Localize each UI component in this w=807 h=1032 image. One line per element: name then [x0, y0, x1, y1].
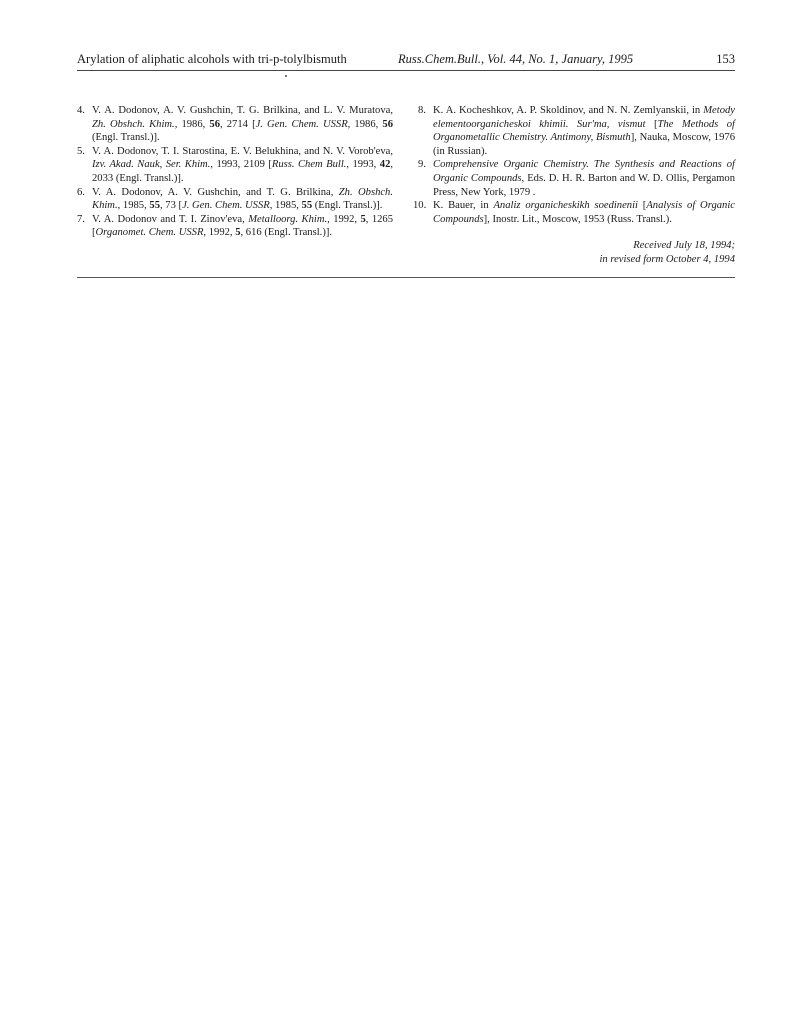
- reference-item: [418, 158, 735, 199]
- reference-item: [418, 104, 735, 158]
- journal-citation: Russ.Chem.Bull., Vol. 44, No. 1, January, 1995: [398, 52, 634, 66]
- reference-text: , 1985,: [117, 200, 150, 212]
- revised-date: in revised form October 4, 1994: [599, 253, 735, 265]
- reference-text: , 1986,: [347, 118, 383, 130]
- reference-item: [77, 145, 393, 186]
- reference-number: 4.: [77, 105, 85, 116]
- reference-text: V. A. Dodonov, A. V. Gushchin, and T. G. Brilkina,: [92, 186, 339, 198]
- reference-number: 7.: [77, 213, 85, 225]
- reference-item: [413, 199, 735, 226]
- reference-italic-text: Organomet. Chem. USSR: [95, 227, 204, 239]
- reference-text: K. A. Kocheshkov, A. P. Skoldinov, and N. N. Zemlyanskii, in: [433, 105, 704, 116]
- reference-volume: 55: [149, 200, 160, 212]
- reference-text: ], Inostr. Lit., Moscow, 1953 (Russ. Transl.).: [483, 213, 672, 225]
- reference-italic-text: Metalloorg. Khim.: [248, 213, 328, 225]
- reference-italic-text: Zh. Obshch. Khim.: [92, 186, 394, 212]
- references-column-right: [413, 104, 735, 267]
- reference-volume: 5: [235, 227, 241, 239]
- speck-mark: [285, 75, 287, 77]
- reference-text: , 73 [: [159, 200, 183, 212]
- reference-text: V. A. Dodonov, A. V. Gushchin, T. G. Brilkina, and L. V. Muratova,: [92, 105, 393, 116]
- reference-italic-text: Zh. Obshch. Khim.: [92, 118, 175, 130]
- reference-item: [77, 186, 393, 213]
- reference-text: ], Nauka, Moscow, 1976 (in Russian).: [433, 132, 735, 157]
- reference-text: K. Bauer, in: [433, 200, 494, 212]
- references-column-left: [77, 104, 393, 240]
- reference-text: , 1993, 2109 [: [210, 159, 272, 171]
- reference-volume: 42: [379, 159, 391, 171]
- article-title: Arylation of aliphatic alcohols with tri-p-tolylbismuth: [77, 52, 347, 66]
- reference-number: 8.: [418, 105, 426, 116]
- reference-text: , 1986,: [174, 118, 210, 130]
- reference-text: [: [638, 200, 647, 212]
- reference-text: , 1265 [: [92, 213, 394, 239]
- reference-text: , 1992,: [203, 227, 236, 239]
- reference-italic-text: Russ. Chem Bull.: [271, 159, 347, 171]
- reference-item: [77, 213, 393, 240]
- received-date: Received July 18, 1994;: [633, 240, 735, 252]
- reference-text: V. A. Dodonov and T. I. Zinov'eva,: [92, 213, 249, 225]
- reference-volume: 56: [382, 118, 393, 130]
- reference-volume: 5: [360, 213, 366, 225]
- reference-italic-text: Metody elementoorganicheskoi khimii. Sur'ma, vismut: [433, 105, 735, 130]
- reference-text: , 616 (Engl. Transl.)].: [240, 227, 333, 239]
- reference-text: V. A. Dodonov, T. I. Starostina, E. V. Belukhina, and N. V. Vorob'eva,: [92, 145, 393, 157]
- reference-number: 9.: [418, 159, 426, 171]
- reference-volume: 55: [301, 200, 313, 212]
- reference-text: , 1993,: [346, 159, 380, 171]
- reference-number: 5.: [77, 145, 85, 157]
- reference-text: , 2714 [: [220, 118, 256, 130]
- reference-italic-text: Analysis of Organic Compounds: [433, 200, 735, 225]
- reference-number: 10.: [413, 200, 427, 212]
- reference-italic-text: Comprehensive Organic Chemistry. The Synthesis and Reactions of Organic Compounds: [433, 159, 735, 184]
- reference-italic-text: J. Gen. Chem. USSR: [182, 200, 270, 212]
- reference-italic-text: J. Gen. Chem. USSR: [255, 118, 348, 130]
- running-header: [77, 50, 735, 71]
- reference-text: [: [645, 118, 658, 130]
- reference-item: [77, 104, 393, 145]
- reference-text: , 2033 (Engl. Transl.)].: [92, 159, 394, 184]
- reference-italic-text: Izv. Akad. Nauk, Ser. Khim.: [92, 159, 211, 171]
- reference-italic-text: The Methods of Organometallic Chemistry. Antimony, Bismuth: [433, 118, 735, 144]
- page-number: 153: [716, 52, 735, 66]
- reference-italic-text: Analiz organicheskikh soedinenii: [493, 200, 638, 212]
- reference-number: 6.: [77, 186, 85, 198]
- reference-volume: 56: [209, 118, 220, 130]
- reference-text: (Engl. Transl.)].: [312, 200, 383, 212]
- bottom-rule: [77, 277, 735, 278]
- reference-text: , 1992,: [327, 213, 361, 225]
- reference-text: , Eds. D. H. R. Barton and W. D. Ollis, Pergamon Press, New York, 1979 .: [433, 172, 735, 198]
- reference-text: , 1985,: [269, 200, 302, 212]
- received-dates: [418, 239, 735, 266]
- reference-text: (Engl. Transl.)].: [92, 132, 160, 144]
